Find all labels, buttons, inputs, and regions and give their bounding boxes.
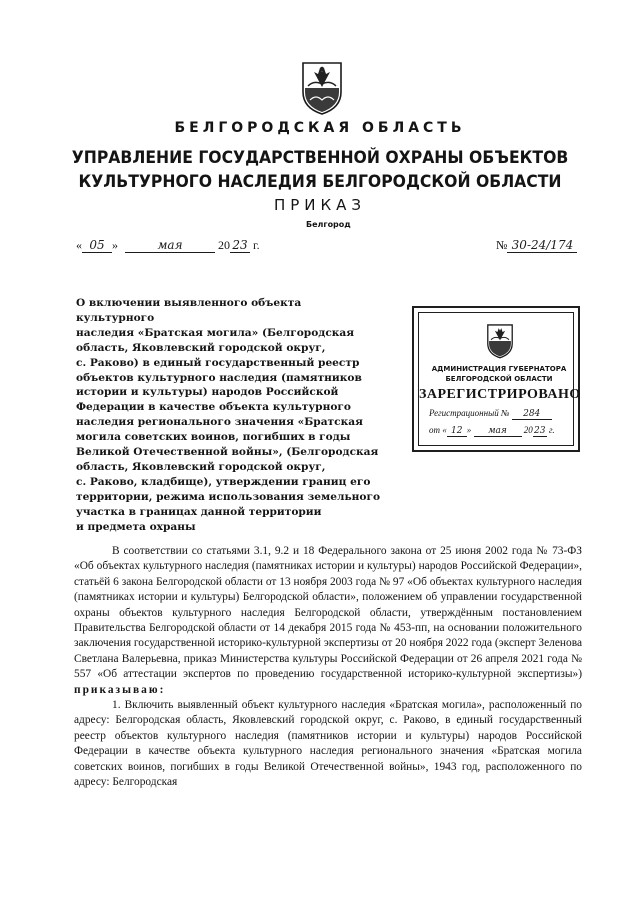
department-line-1: УПРАВЛЕНИЕ ГОСУДАРСТВЕННОЙ ОХРАНЫ ОБЪЕКТОВ	[71, 148, 569, 168]
date-month: мая	[125, 238, 215, 253]
date-year-prefix: 20	[218, 238, 230, 252]
order-number	[496, 238, 577, 253]
date-year-suffix: 23	[230, 238, 250, 253]
stamp-date-month: мая	[474, 426, 522, 437]
department-name	[26, 146, 615, 194]
city-name: Белгород	[306, 220, 351, 229]
document-type: ПРИКАЗ	[273, 196, 367, 214]
body-paragraph-1	[74, 544, 582, 698]
stamp-date-day: 12	[447, 426, 467, 437]
stamp-inner-frame	[418, 312, 581, 446]
date-day: 05	[82, 238, 112, 253]
stamp-date	[429, 425, 555, 437]
department-line-2: КУЛЬТУРНОГО НАСЛЕДИЯ БЕЛГОРОДСКОЙ ОБЛАСТИ	[78, 172, 562, 192]
order-body	[74, 544, 582, 791]
region-name: БЕЛГОРОДСКАЯ ОБЛАСТЬ	[174, 120, 466, 136]
number-value: 30-24/174	[507, 238, 577, 253]
order-subject: О включении выявленного объекта культурного наследия «Братская могила» (Белгородская область, Яковлевский городской округ, с. Раково) в единый государственный реестр объектов культурного наследия (памятников истории и культуры) народов Российской Федерации в качестве объекта культурного наследия регионального значения «Братская могила советских воинов, погибших в годы Великой Отечественной войны», (Белгородская область, Яковлевский городской округ, с. Раково, кладбище), утверждении границ его территории, режима использования земельного участка в границах данной территории и предмета охраны	[76, 297, 381, 533]
date-year-unit: г.	[253, 238, 260, 252]
stamp-reg-label: Регистрационный №	[429, 408, 510, 418]
stamp-reg-value: 284	[512, 409, 552, 420]
stamp-org-line-1: АДМИНИСТРАЦИЯ ГУБЕРНАТОРА	[431, 365, 567, 373]
order-date	[76, 238, 260, 253]
body-paragraph-2: 1. Включить выявленный объект культурного наследия «Братская могила», расположенный по адресу: Белгородская область, Яковлевский городской округ, с. Раково, в единый государственный реестр объектов культурного наследия (памятников истории и культуры) народов Российской Федерации в качестве объекта культурного наследия регионального значения «Братская могила советских воинов, погибших в годы Великой Отечественной войны», 1943 год, расположенного по адресу: Белгородская	[74, 699, 582, 789]
stamp-date-unit: г.	[549, 425, 555, 435]
stamp-reg-number	[429, 408, 552, 420]
number-label: №	[496, 238, 508, 252]
stamp-date-close: »	[466, 425, 472, 435]
stamp-registered: ЗАРЕГИСТРИРОВАНО	[419, 387, 581, 402]
date-close-quote: »	[112, 238, 118, 252]
date-open-quote: «	[76, 238, 82, 252]
order-word: приказываю:	[74, 683, 166, 696]
belgorod-coat-of-arms-icon	[300, 60, 344, 116]
body-preamble: В соответствии со статьями 3.1, 9.2 и 18 Федерального закона от 25 июня 2002 года № 73-ФЗ «Об объектах культурного наследия (памятниках истории и культуры) народов Российской Федерации», статьёй 6 закона Белгородской области от 13 ноября 2003 года № 97 «Об объектах культурного наследия (памятниках истории и культуры) Белгородской области», положением об управлении государственной охраны объектов культурного наследия Белгородской области, утверждённым постановлением Правительства Белгородской области от 14 декабря 2015 года № 453-пп, на основании положительного заключения государственной историко-культурной экспертизы от 20 ноября 2022 года (эксперт Зеленова Светлана Валерьевна, приказ Министерства культуры Российской Федерации от 26 апреля 2021 года № 557 «Об аттестации экспертов по проведению государственной историко-культурной экспертизы»)	[74, 545, 582, 681]
stamp-coat-of-arms-icon	[485, 323, 515, 359]
stamp-date-label: от «	[429, 425, 447, 435]
stamp-date-year-suffix: 23	[534, 426, 546, 436]
registration-stamp	[412, 306, 580, 452]
stamp-date-year-prefix: 20	[523, 425, 533, 435]
stamp-org-line-2: БЕЛГОРОДСКОЙ ОБЛАСТИ	[445, 375, 553, 383]
